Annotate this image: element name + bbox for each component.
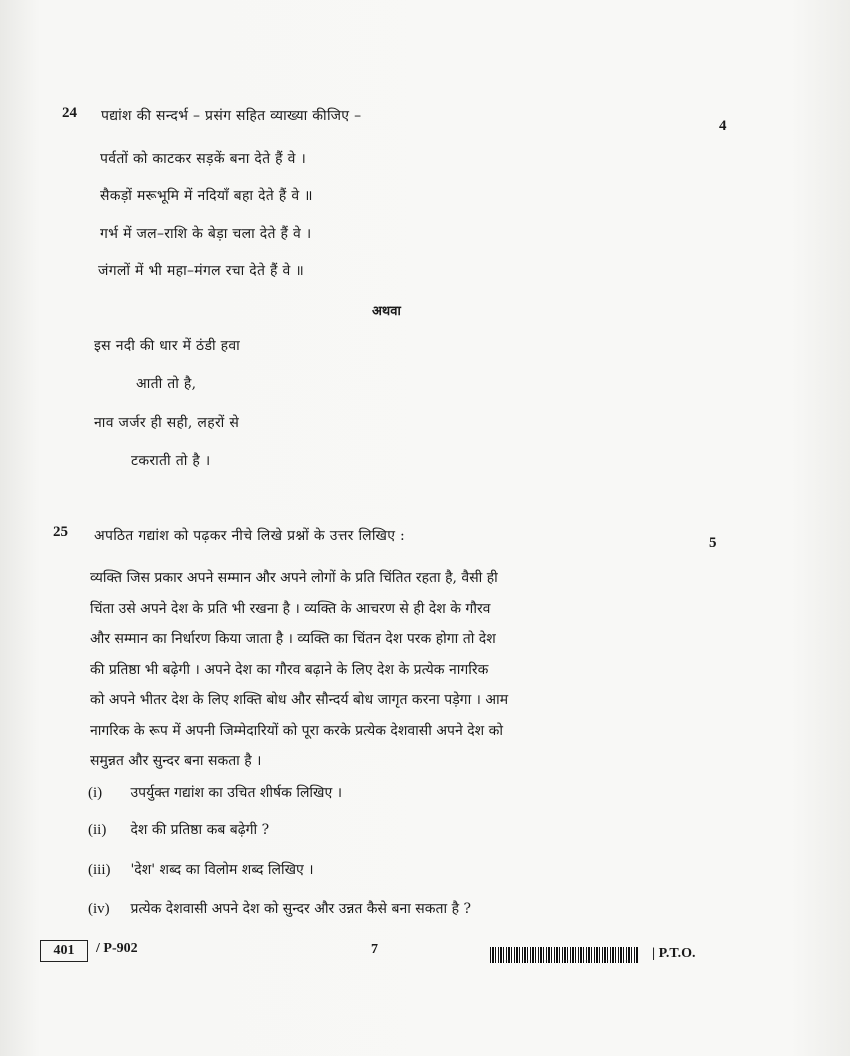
subquestion-label: (i) [88, 785, 103, 801]
question-24-marks: 4 [719, 118, 727, 134]
passage-line: चिंता उसे अपने देश के प्रति भी रखना है । व्यक्ति के आचरण से ही देश के गौरव [90, 600, 491, 617]
passage-line: नागरिक के रूप में अपनी जिम्मेदारियों को पूरा करके प्रत्येक देशवासी अपने देश को [90, 722, 503, 739]
subquestion-text: उपर्युक्त गद्यांश का उचित शीर्षक लिखिए । [130, 785, 343, 801]
poem1-line: सैकड़ों मरूभूमि में नदियाँ बहा देते हैं वे ॥ [100, 188, 313, 204]
question-24-number: 24 [62, 105, 77, 121]
subquestion-label: (iv) [88, 901, 110, 917]
subquestion [88, 899, 471, 918]
subquestion-label: (iii) [88, 862, 111, 878]
poem1-line: गर्भ में जल–राशि के बेड़ा चला देते हैं वे । [100, 226, 312, 242]
barcode [490, 947, 638, 963]
subquestion-text: प्रत्येक देशवासी अपने देश को सुन्दर और उन्नत कैसे बना सकता है ? [130, 901, 471, 917]
passage-line: समुन्नत और सुन्दर बना सकता है । [90, 753, 262, 769]
unseen-passage [90, 563, 640, 777]
subquestion [88, 820, 269, 839]
passage-line: व्यक्ति जिस प्रकार अपने सम्मान और अपने लोगों के प्रति चिंतित रहता है, वैसी ही [90, 570, 498, 586]
question-25-instruction: अपठित गद्यांश को पढ़कर नीचे लिखे प्रश्नों के उत्तर लिखिए : [94, 528, 406, 544]
poem2-line: इस नदी की धार में ठंडी हवा [94, 338, 241, 354]
poem1-line: पर्वतों को काटकर सड़कें बना देते हैं वे । [100, 151, 307, 167]
poem2-line: टकराती तो है । [131, 453, 211, 469]
poem2-line: आती तो है, [136, 376, 197, 392]
question-25-number: 25 [53, 524, 68, 540]
subquestion-text: देश की प्रतिष्ठा कब बढ़ेगी ? [130, 822, 270, 838]
footer-code-box: 401 [40, 940, 88, 962]
subquestion [88, 783, 342, 802]
page-number: 7 [371, 942, 378, 957]
subquestion [88, 860, 314, 879]
footer-paper-code: / P-902 [96, 941, 138, 956]
pto-label: | P.T.O. [652, 946, 696, 961]
subquestion-text: 'देश' शब्द का विलोम शब्द लिखिए । [130, 862, 314, 878]
poem1-line: जंगलों में भी महा–मंगल रचा देते हैं वे ॥ [98, 263, 305, 279]
passage-line: को अपने भीतर देश के लिए शक्ति बोध और सौन्दर्य बोध जागृत करना पड़ेगा । आम [90, 692, 509, 708]
passage-line: की प्रतिष्ठा भी बढ़ेगी । अपने देश का गौरव बढ़ाने के लिए देश के प्रत्येक नागरिक [90, 661, 489, 678]
question-24-instruction: पद्यांश की सन्दर्भ – प्रसंग सहित व्याख्या कीजिए – [101, 108, 362, 124]
bleed-through [430, 112, 434, 126]
poem2-line: नाव जर्जर ही सही, लहरों से [94, 415, 240, 431]
passage-line: और सम्मान का निर्धारण किया जाता है । व्यक्ति का चिंतन देश परक होगा तो देश [90, 631, 496, 647]
subquestion-label: (ii) [88, 822, 107, 838]
or-label: अथवा [372, 304, 401, 319]
question-25-marks: 5 [709, 535, 717, 551]
